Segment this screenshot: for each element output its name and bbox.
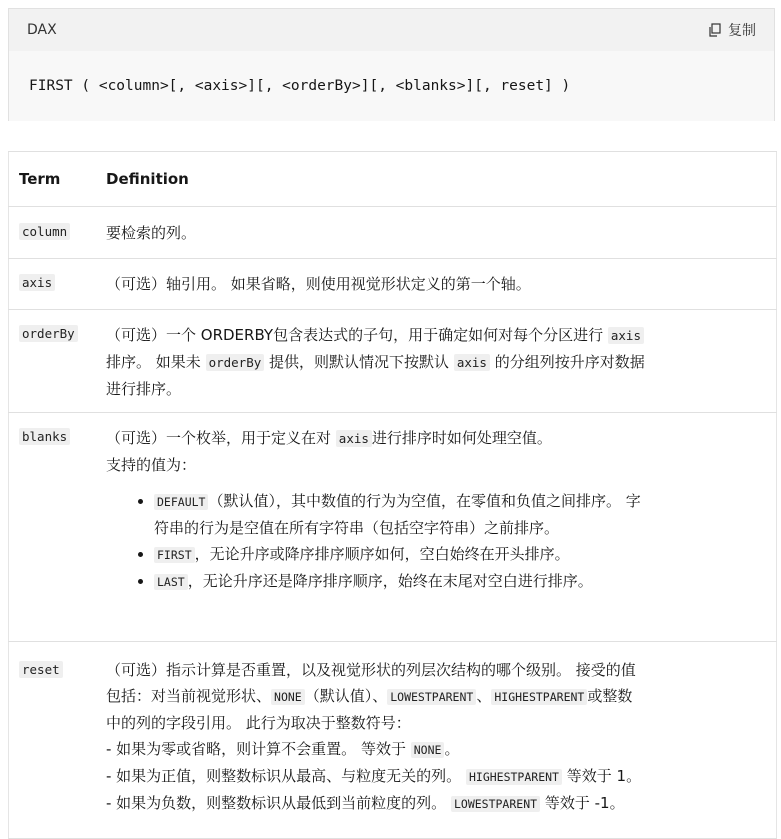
blanks-values-list — [106, 488, 758, 595]
reset-line-5a: - 如果为正值，则整数标识从最高、与粒度无关的列。 — [106, 767, 462, 785]
code-block — [8, 8, 775, 121]
value-first: FIRST — [154, 547, 195, 563]
reset-line-2a: 包括：对当前视觉形状、 — [106, 687, 272, 705]
orderby-text-4: 的分组列按升序对数据 — [494, 353, 645, 371]
parameters-table — [8, 151, 777, 839]
orderby-text-1: （可选）一个 ORDERBY包含表达式的子句，用于确定如何对每个分区进行 — [106, 326, 604, 344]
list-item — [154, 541, 758, 568]
table-row — [9, 207, 777, 259]
copy-button[interactable] — [708, 20, 756, 40]
reset-line-1: （可选）指示计算是否重置，以及视觉形状的列层次结构的哪个级别。 接受的值 — [106, 661, 636, 679]
reset-line-3: 中的列的字段引用。 此行为取决于整数符号： — [106, 714, 411, 732]
value-last-desc: ，无论升序还是降序排序顺序，始终在末尾对空白进行排序。 — [187, 572, 593, 590]
reset-line-2d: 或整数 — [587, 687, 633, 705]
blanks-code-axis: axis — [336, 430, 372, 447]
term-axis: axis — [19, 274, 55, 291]
code-header — [9, 9, 774, 51]
orderby-code-axis-2: axis — [454, 354, 490, 371]
code-language-label: DAX — [27, 22, 57, 38]
term-orderby: orderBy — [19, 325, 78, 342]
blanks-text-3: 支持的值为： — [106, 456, 197, 474]
orderby-text-5: 进行排序。 — [106, 380, 182, 398]
term-column: column — [19, 223, 70, 240]
term-header: Term — [9, 152, 107, 207]
blanks-text-1: （可选）一个枚举，用于定义在对 — [106, 429, 332, 447]
reset-code-highestparent: HIGHESTPARENT — [491, 689, 587, 705]
table-header-row — [9, 152, 777, 207]
definition-column: 要检索的列。 — [106, 224, 197, 242]
value-default-desc-2: 符串的行为是空值在所有字符串（包括空字符串）之前排序。 — [154, 519, 560, 537]
reset-line-6-code: LOWESTPARENT — [451, 796, 540, 812]
value-first-desc: ，无论升序或降序排序顺序如何，空白始终在开头排序。 — [194, 545, 570, 563]
reset-code-none: NONE — [271, 689, 305, 705]
reset-line-2c: 、 — [476, 687, 492, 705]
value-default-desc: （默认值），其中数值的行为为空值，在零值和负值之间排序。 字 — [208, 492, 641, 510]
reset-line-4-code: NONE — [411, 742, 445, 758]
orderby-code-axis-1: axis — [608, 327, 644, 344]
value-default: DEFAULT — [154, 494, 208, 510]
list-item — [154, 488, 758, 541]
orderby-text-3: 提供，则默认情况下按默认 — [269, 353, 450, 371]
table-row — [9, 642, 777, 839]
reset-line-2b: （默认值）、 — [304, 687, 388, 705]
reset-line-4b: 。 — [444, 740, 460, 758]
reset-line-5-code: HIGHESTPARENT — [466, 769, 562, 785]
definition-header: Definition — [106, 152, 777, 207]
reset-code-lowestparent: LOWESTPARENT — [387, 689, 476, 705]
definition-axis: （可选）轴引用。 如果省略，则使用视觉形状定义的第一个轴。 — [106, 275, 531, 293]
reset-line-4a: - 如果为零或省略，则计算不会重置。 等效于 — [106, 740, 406, 758]
orderby-code-orderby: orderBy — [206, 354, 265, 371]
reset-line-6b: 等效于 -1。 — [544, 794, 625, 812]
list-item — [154, 568, 758, 595]
copy-button-label: 复制 — [728, 23, 756, 39]
orderby-text-2: 排序。 如果未 — [106, 353, 201, 371]
table-row — [9, 259, 777, 310]
code-syntax: FIRST ( <column>[, <axis>][, <orderBy>][, <blanks>][, reset] ) — [9, 51, 774, 121]
copy-icon — [708, 23, 722, 37]
term-reset: reset — [19, 661, 63, 678]
table-row — [9, 413, 777, 642]
reset-line-5b: 等效于 1。 — [566, 767, 642, 785]
blanks-text-2: 进行排序时如何处理空值。 — [371, 429, 552, 447]
table-row — [9, 310, 777, 413]
reset-line-6a: - 如果为负数，则整数标识从最低到当前粒度的列。 — [106, 794, 447, 812]
value-last: LAST — [154, 574, 188, 590]
term-blanks: blanks — [19, 428, 70, 445]
